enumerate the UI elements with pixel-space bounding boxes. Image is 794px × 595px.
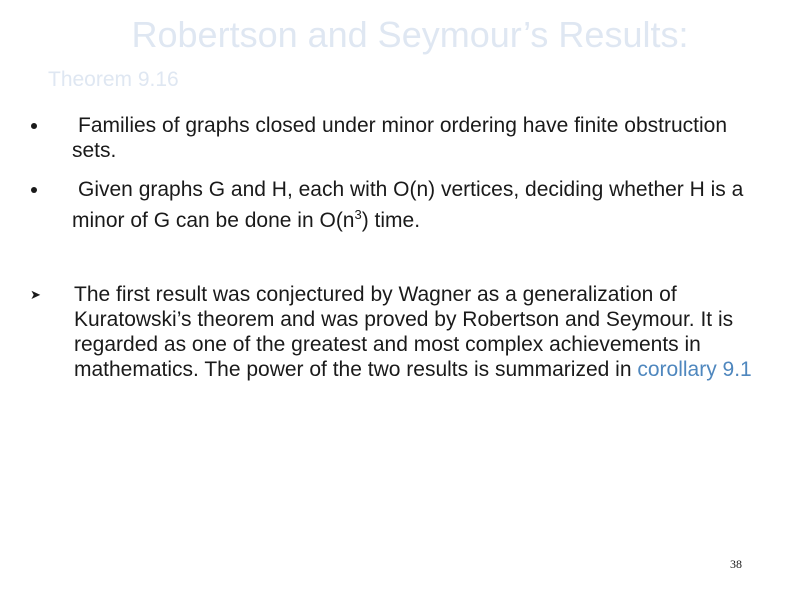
bullet-text: Families of graphs closed under minor ordering have finite obstruction sets. bbox=[72, 114, 728, 162]
page-number: 38 bbox=[730, 557, 742, 571]
corollary-link[interactable]: corollary 9.1 bbox=[637, 358, 752, 381]
bullet-text-after: ) time. bbox=[361, 209, 421, 232]
bullet-item-2 bbox=[72, 177, 772, 233]
superscript: 3 bbox=[354, 207, 362, 222]
remark-text: The first result was conjectured by Wagner as a generalization of Kuratowski’s theorem and was proved by Robertson and Seymour. It is regarded as one of the greatest and most complex achievements in mathematics. The power of the two results is summarized in bbox=[74, 283, 734, 381]
slide-title: Robertson and Seymour’s Results: bbox=[131, 14, 689, 55]
remark-item bbox=[30, 282, 774, 382]
bullet-text-before: Given graphs G and H, each with O(n) vertices, deciding whether H is a minor of G can be done in O(n bbox=[72, 178, 744, 232]
round-bullet-icon bbox=[31, 187, 37, 193]
arrowhead-bullet-icon: ➤ bbox=[30, 287, 41, 302]
bullet-item-1 bbox=[72, 113, 772, 163]
round-bullet-icon bbox=[31, 123, 37, 129]
theorem-label: Theorem 9.16 bbox=[48, 68, 179, 91]
